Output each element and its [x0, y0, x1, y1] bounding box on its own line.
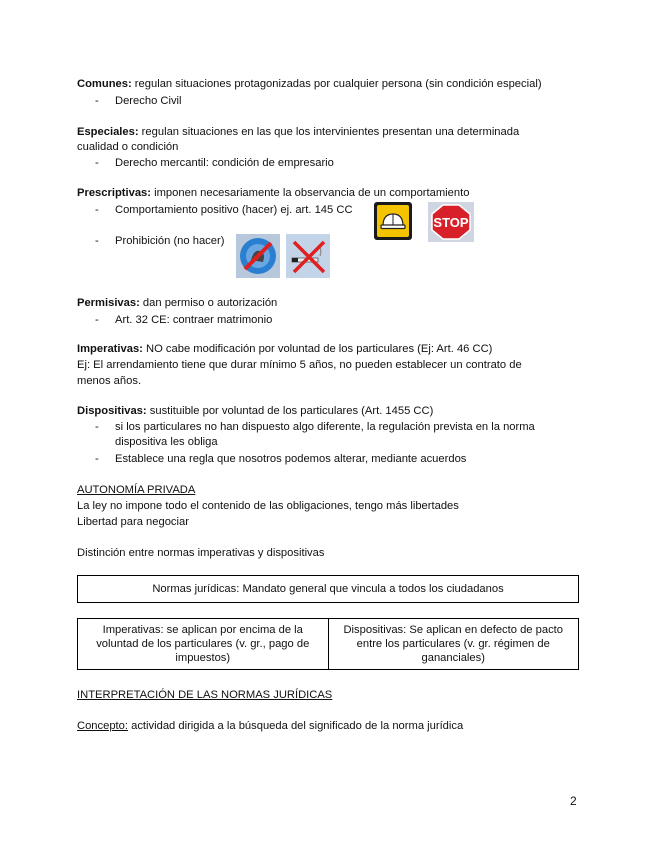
permisivas-bullet: Art. 32 CE: contraer matrimonio	[115, 314, 273, 326]
bullet-dash: -	[95, 314, 99, 326]
permisivas-text: dan permiso o autorización	[139, 297, 278, 309]
page-number: 2	[570, 794, 577, 808]
especiales-text-continued: cualidad o condición	[77, 141, 179, 153]
dispositivas-bullet-1: si los particulares no han dispuesto algo diferente, la regulación prevista en la norma	[115, 421, 535, 433]
especiales-bullet: Derecho mercantil: condición de empresario	[115, 157, 334, 169]
stop-sign-icon	[428, 202, 474, 242]
bullet-dash: -	[95, 421, 99, 433]
especiales-paragraph	[77, 124, 519, 140]
prescriptivas-text: imponen necesariamente la observancia de un comportamiento	[151, 187, 470, 199]
imperativas-paragraph	[77, 341, 492, 357]
imperativas-example-line2: menos años.	[77, 375, 142, 387]
bullet-dash: -	[95, 204, 99, 216]
imperativas-term: Imperativas:	[77, 343, 143, 355]
especiales-text: regulan situaciones en las que los intervinientes presentan una determinada	[138, 126, 520, 138]
imperativas-dispositivas-table	[77, 618, 579, 670]
stop-sign-label: STOP	[433, 215, 469, 230]
bullet-dash: -	[95, 453, 99, 465]
concepto-text: actividad dirigida a la búsqueda del significado de la norma jurídica	[128, 720, 464, 732]
concepto-paragraph	[77, 718, 463, 734]
imperativas-example-line: Ej: El arrendamiento tiene que durar mínimo 5 años, no pueden establecer un contrato de	[77, 359, 522, 371]
interpretacion-heading: INTERPRETACIÓN DE LAS NORMAS JURÍDICAS	[77, 689, 333, 701]
comunes-paragraph	[77, 76, 542, 92]
normas-juridicas-box	[77, 575, 579, 603]
permisivas-term: Permisivas:	[77, 297, 140, 309]
no-smoking-prohibition-icon	[286, 234, 330, 278]
autonomia-heading: AUTONOMÍA PRIVADA	[77, 484, 196, 496]
prescriptivas-paragraph	[77, 185, 469, 201]
dispositivas-text: sustituible por voluntad de los particulares (Art. 1455 CC)	[146, 405, 434, 417]
prescriptivas-bullet-no-hacer: Prohibición (no hacer)	[115, 235, 225, 247]
dispositivas-bullet-1-continued: dispositiva les obliga	[115, 436, 218, 448]
prescriptivas-bullet-hacer: Comportamiento positivo (hacer) ej. art. 145 CC	[115, 204, 353, 216]
bullet-dash: -	[95, 95, 99, 107]
concepto-term: Concepto:	[77, 720, 128, 732]
hard-hat-icon	[374, 202, 412, 240]
comunes-text: regulan situaciones protagonizadas por cualquier persona (sin condición especial)	[131, 78, 542, 90]
prescriptivas-term: Prescriptivas:	[77, 187, 152, 199]
dispositivas-term: Dispositivas:	[77, 405, 147, 417]
comunes-term: Comunes:	[77, 78, 132, 90]
dispositivas-paragraph	[77, 403, 433, 419]
no-animals-prohibition-icon	[236, 234, 280, 278]
imperativas-cell	[78, 619, 329, 669]
imperativas-cell-text: Imperativas: se aplican por encima de la voluntad de los particulares (v. gr., pago de impuestos)	[96, 624, 310, 664]
bullet-dash: -	[95, 235, 99, 247]
normas-juridicas-text: Normas jurídicas: Mandato general que vincula a todos los ciudadanos	[152, 583, 504, 595]
comunes-bullet: Derecho Civil	[115, 95, 182, 107]
autonomia-line-2: Libertad para negociar	[77, 516, 189, 528]
permisivas-paragraph	[77, 295, 277, 311]
dispositivas-cell-text: Dispositivas: Se aplican en defecto de pacto entre los particulares (v. gr. régimen de gananciales)	[343, 624, 564, 664]
especiales-term: Especiales:	[77, 126, 139, 138]
distincion-line: Distinción entre normas imperativas y dispositivas	[77, 547, 325, 559]
dispositivas-bullet-2: Establece una regla que nosotros podemos alterar, mediante acuerdos	[115, 453, 467, 465]
imperativas-text: NO cabe modificación por voluntad de los particulares (Ej: Art. 46 CC)	[142, 343, 493, 355]
dispositivas-cell	[329, 619, 579, 669]
bullet-dash: -	[95, 157, 99, 169]
autonomia-line-1: La ley no impone todo el contenido de las obligaciones, tengo más libertades	[77, 500, 459, 512]
